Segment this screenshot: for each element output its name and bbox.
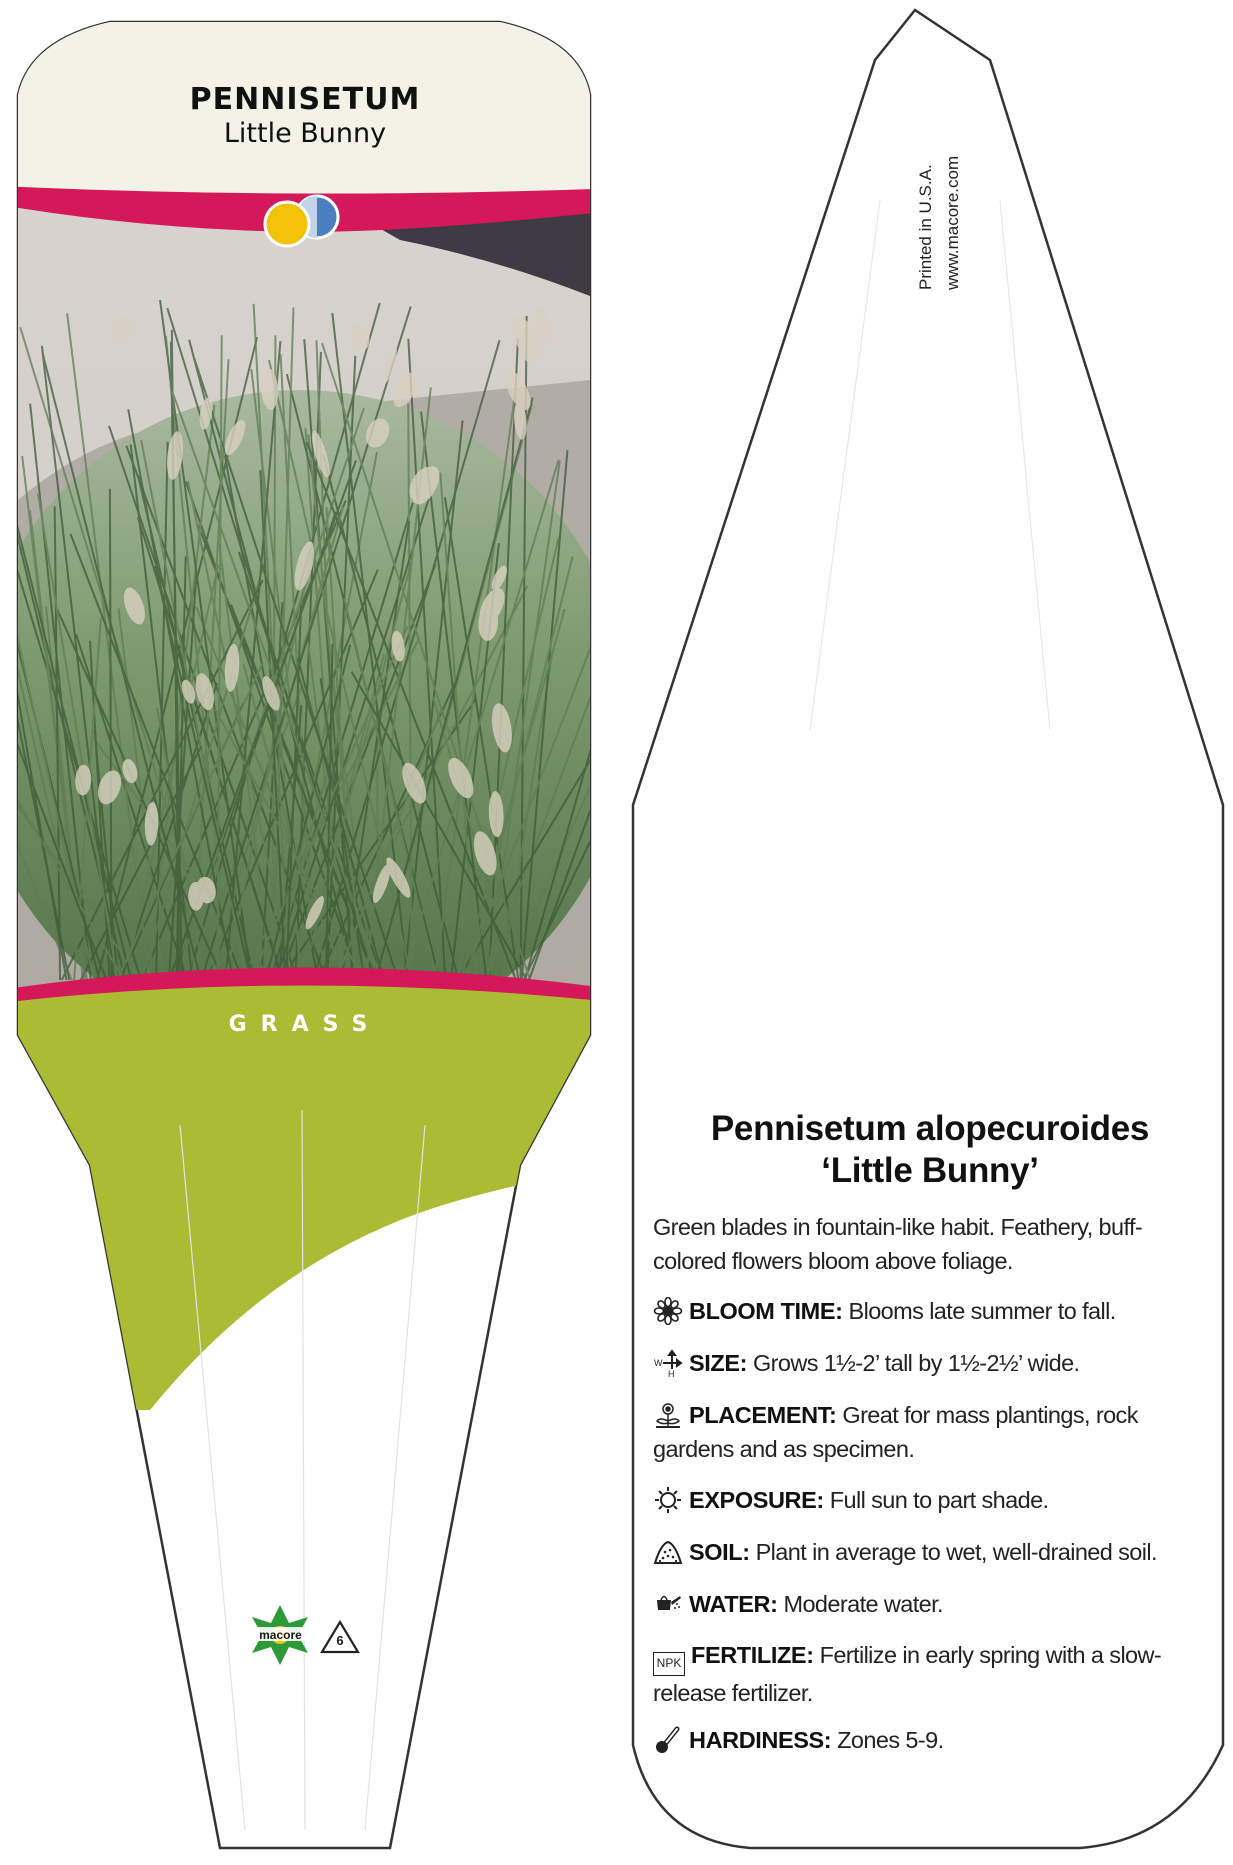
attribute-label: SIZE: <box>689 1350 748 1376</box>
macore-logo-text: macore <box>259 1628 302 1642</box>
plant-description: Green blades in fountain-like habit. Feathery, buff-colored flowers bloom above foliage. <box>653 1214 1143 1274</box>
attribute-text: Fertilize in early spring with a slow-release fertilizer. <box>653 1642 1162 1706</box>
attribute-soil <box>653 1535 1213 1569</box>
attribute-label: EXPOSURE: <box>689 1487 824 1513</box>
attribute-text: Grows 1½-2’ tall by 1½-2½’ wide. <box>753 1350 1080 1376</box>
sun-icon <box>265 202 309 246</box>
size-icon-h: H <box>668 1369 674 1377</box>
attribute-text: Plant in average to wet, well-drained soil. <box>755 1539 1157 1565</box>
placement-icon <box>653 1401 683 1429</box>
thermometer-icon <box>653 1726 683 1754</box>
printed-line-2: www.macore.com <box>943 155 962 290</box>
printed-info <box>912 122 962 302</box>
size-icon <box>653 1349 683 1377</box>
attribute-text: Great for mass plantings, rock gardens and as specimen. <box>653 1402 1138 1462</box>
attribute-label: BLOOM TIME: <box>689 1298 843 1324</box>
attribute-bloom-time <box>653 1294 1213 1328</box>
exposure-sun-icon <box>653 1486 683 1514</box>
attribute-text: Moderate water. <box>783 1591 943 1617</box>
attribute-placement <box>653 1398 1213 1466</box>
attribute-hardiness <box>653 1723 1213 1757</box>
attribute-label: WATER: <box>689 1591 778 1617</box>
printed-line-1: Printed in U.S.A. <box>916 164 935 290</box>
recycle-number: 6 <box>336 1633 344 1648</box>
npk-icon: NPK <box>653 1652 685 1676</box>
scientific-name <box>640 1108 1220 1192</box>
flower-icon <box>653 1297 683 1325</box>
watering-can-icon <box>653 1590 683 1618</box>
scientific-name-line-2: ‘Little Bunny’ <box>821 1151 1039 1190</box>
plant-category-label: GRASS <box>228 1012 382 1037</box>
attribute-size <box>653 1346 1213 1380</box>
plant-genus-title: PENNISETUM <box>189 82 421 117</box>
attribute-label: FERTILIZE: <box>691 1642 814 1668</box>
scientific-name-line-1: Pennisetum alopecuroides <box>710 1109 1150 1148</box>
attribute-fertilize <box>653 1638 1213 1710</box>
attribute-water <box>653 1587 1213 1621</box>
attribute-exposure <box>653 1483 1213 1517</box>
attribute-text: Full sun to part shade. <box>829 1487 1049 1513</box>
size-icon-w: W <box>654 1358 662 1368</box>
attribute-text: Zones 5-9. <box>837 1727 944 1753</box>
attribute-label: SOIL: <box>689 1539 750 1565</box>
attribute-text: Blooms late summer to fall. <box>848 1298 1116 1324</box>
attribute-label: PLACEMENT: <box>689 1402 837 1428</box>
plant-variety-subtitle: Little Bunny <box>223 118 387 149</box>
attribute-label: HARDINESS: <box>689 1727 832 1753</box>
soil-icon <box>653 1538 683 1566</box>
